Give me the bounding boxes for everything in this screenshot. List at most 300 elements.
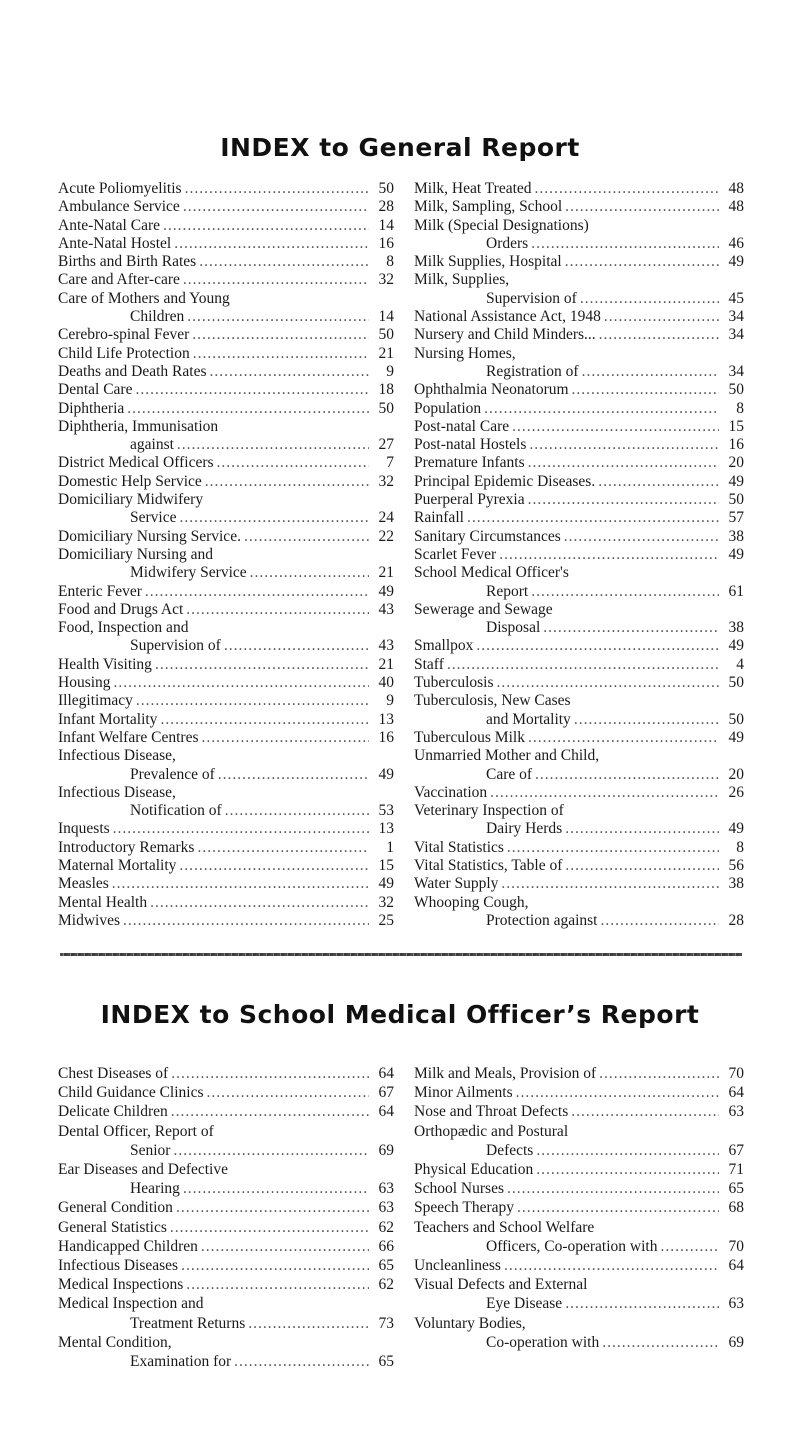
index-entry: [414, 637, 744, 655]
dot-leader: [179, 509, 369, 527]
index-page-number: 64: [728, 1084, 744, 1102]
index-entry: [414, 839, 744, 857]
index-entry-term: Ambulance Service: [58, 198, 180, 216]
index-entry: [414, 308, 744, 326]
index-entry: [414, 875, 744, 893]
index-page-number: 53: [378, 802, 394, 820]
index-page-number: 73: [378, 1314, 394, 1332]
dot-leader: [565, 857, 719, 875]
dot-leader: [193, 345, 369, 363]
index-entry-term: Midwives: [58, 911, 120, 929]
index-page-number: 69: [728, 1333, 744, 1351]
index-page-number: 64: [378, 1065, 394, 1082]
index-page-number: 16: [728, 436, 744, 454]
index-entry-term-continued: Registration of: [486, 362, 579, 380]
index-entry: [58, 784, 394, 821]
index-entry: [414, 601, 744, 638]
index-page-number: 50: [378, 399, 394, 417]
index-entry: [58, 491, 394, 528]
index-entry: [58, 1064, 394, 1083]
index-entry-term: Care and After-care: [58, 271, 180, 289]
index-entry: [414, 1218, 744, 1256]
index-entry-term: General Condition: [58, 1199, 173, 1217]
dot-leader: [599, 326, 719, 344]
index-entry-term: Tuberculosis, New Cases: [414, 692, 571, 710]
dot-leader: [582, 363, 719, 381]
index-entry: [414, 1314, 744, 1352]
index-entry: [58, 1083, 394, 1102]
index-page-number: 34: [728, 308, 744, 326]
index-entry-term: Infant Mortality: [58, 710, 158, 728]
index-page-number: 69: [378, 1141, 394, 1159]
index-page-number: 65: [378, 1257, 394, 1275]
index-entry: [58, 1275, 394, 1294]
index-page-number: 49: [728, 472, 744, 490]
dot-leader: [244, 528, 369, 546]
dot-leader: [112, 875, 369, 893]
dot-leader: [127, 400, 369, 418]
index-page-number: 50: [728, 491, 744, 509]
index-entry: [58, 1333, 394, 1371]
dot-leader: [528, 491, 719, 509]
index-entry-term: School Nurses: [414, 1180, 504, 1198]
index-page-number: 50: [728, 674, 744, 692]
index-entry: [58, 418, 394, 455]
index-entry-term: Post-natal Hostels: [414, 436, 527, 454]
index-entry: [58, 473, 394, 491]
index-entry-term: Sewerage and Sewage: [414, 600, 553, 618]
index-page-number: 50: [378, 180, 394, 197]
index-entry-term: Medical Inspections: [58, 1276, 184, 1294]
index-page-number: 49: [728, 820, 744, 838]
index-page-number: 68: [728, 1199, 744, 1217]
index-entry-term: School Medical Officer's: [414, 564, 569, 582]
dot-leader: [571, 1102, 719, 1121]
dot-leader: [476, 637, 719, 655]
index-page-number: 15: [728, 417, 744, 435]
index-entry: [414, 1198, 744, 1217]
index-page-number: 4: [736, 655, 744, 673]
index-page-number: 13: [378, 710, 394, 728]
index-page-number: 16: [378, 234, 394, 252]
dot-leader: [565, 198, 719, 216]
index-page-number: 64: [728, 1257, 744, 1275]
index-entry-term: Milk (Special Designations): [414, 216, 589, 234]
index-entry-term-continued: Hearing: [130, 1180, 180, 1198]
index-entry-term: Speech Therapy: [414, 1199, 514, 1217]
index-entry: [414, 253, 744, 271]
dot-leader: [171, 1064, 369, 1083]
dot-leader: [490, 784, 719, 802]
dot-leader: [177, 436, 369, 454]
index-entry-term: Births and Birth Rates: [58, 253, 197, 271]
dot-leader: [497, 674, 719, 692]
index-entry-term: Housing: [58, 674, 111, 692]
dot-leader: [186, 601, 369, 619]
dot-leader: [535, 766, 719, 784]
index-page-number: 61: [728, 582, 744, 600]
index-entry: [58, 1294, 394, 1332]
index-entry: [58, 894, 394, 912]
dot-leader: [602, 1333, 719, 1352]
index-page-number: 63: [378, 1180, 394, 1198]
index-page-number: 50: [378, 326, 394, 344]
index-entry-term: Nose and Throat Defects: [414, 1103, 569, 1121]
index-entry-term: Population: [414, 399, 482, 417]
dot-leader: [181, 1256, 369, 1275]
index-page-number: 1: [386, 838, 394, 856]
dot-leader: [543, 619, 719, 637]
index-entry: [58, 345, 394, 363]
dot-leader: [113, 820, 369, 838]
dot-leader: [580, 290, 719, 308]
dot-leader: [499, 546, 719, 564]
index-entry-term-continued: Dairy Herds: [486, 820, 563, 838]
index-entry-term: Medical Inspection and: [58, 1295, 204, 1313]
index-entry: [414, 857, 744, 875]
index-entry: [414, 1083, 744, 1102]
dot-leader: [205, 473, 369, 491]
index-entry: [58, 839, 394, 857]
index-entry-term-continued: and Mortality: [486, 710, 571, 728]
index-page-number: 63: [378, 1199, 394, 1217]
index-entry: [58, 1122, 394, 1160]
index-page-number: 50: [728, 381, 744, 399]
index-entry-term: Teachers and School Welfare: [414, 1218, 595, 1236]
index-page-number: 18: [378, 381, 394, 399]
dot-leader: [535, 180, 719, 198]
index-entry-term: Voluntary Bodies,: [414, 1314, 526, 1332]
index-entry: [414, 473, 744, 491]
index-entry-term: General Statistics: [58, 1218, 167, 1236]
dot-leader: [183, 271, 369, 289]
index-entry: [58, 729, 394, 747]
index-page-number: 32: [378, 472, 394, 490]
index-page-number: 15: [378, 856, 394, 874]
index-page-number: 49: [378, 582, 394, 600]
index-entry: [414, 326, 744, 344]
index-entry-term: Nursery and Child Minders...: [414, 326, 596, 344]
index-page-number: 22: [378, 527, 394, 545]
index-entry-term: Milk, Supplies,: [414, 271, 510, 289]
dot-leader: [528, 729, 719, 747]
index-entry: [414, 564, 744, 601]
dot-leader: [517, 1198, 719, 1217]
index-entry: [414, 436, 744, 454]
index-page-number: 63: [728, 1103, 744, 1121]
index-page-number: 67: [728, 1141, 744, 1159]
dot-leader: [145, 583, 369, 601]
index-entry-term: Domiciliary Nursing Service.: [58, 527, 241, 545]
index-page-number: 45: [728, 289, 744, 307]
index-entry-term-continued: against: [130, 436, 174, 454]
index-entry: [414, 509, 744, 527]
index-page-number: 43: [378, 637, 394, 655]
general-report-index-title: INDEX to General Report: [220, 133, 580, 162]
index-entry-term: Mental Condition,: [58, 1333, 172, 1351]
index-entry-term-continued: Protection against: [486, 911, 598, 929]
index-entry-term: Food, Inspection and: [58, 619, 189, 637]
dot-leader: [207, 1083, 369, 1102]
index-page-number: 48: [728, 198, 744, 216]
dot-leader: [183, 198, 369, 216]
dot-leader: [176, 1198, 369, 1217]
index-entry: [58, 601, 394, 619]
dot-leader: [163, 217, 369, 235]
dot-leader: [574, 711, 719, 729]
index-entry: [414, 180, 744, 198]
dot-leader: [155, 656, 369, 674]
dot-leader: [598, 473, 719, 491]
dot-leader: [512, 418, 719, 436]
index-entry-term: Nursing Homes,: [414, 344, 516, 362]
index-entry-term: Uncleanliness: [414, 1257, 501, 1275]
index-page-number: 57: [728, 509, 744, 527]
index-entry-term: Maternal Mortality: [58, 856, 177, 874]
index-page-number: 65: [378, 1353, 394, 1371]
dot-leader: [224, 637, 369, 655]
index-entry-term-continued: Disposal: [486, 619, 541, 637]
school-index-right-column: [414, 1064, 744, 1352]
index-entry: [414, 546, 744, 564]
index-entry: [414, 271, 744, 308]
dot-leader: [660, 1237, 719, 1256]
index-entry: [414, 418, 744, 436]
index-entry-term: Deaths and Death Rates: [58, 362, 207, 380]
dot-leader: [186, 1275, 369, 1294]
index-entry-term-continued: Senior: [130, 1141, 171, 1159]
dot-leader: [531, 583, 719, 601]
dot-leader: [531, 235, 719, 253]
index-page-number: 26: [728, 783, 744, 801]
index-entry: [58, 546, 394, 583]
index-page-number: 32: [378, 893, 394, 911]
index-page-number: 20: [728, 765, 744, 783]
dot-leader: [185, 180, 369, 198]
index-entry-term: Measles: [58, 875, 109, 893]
index-entry-term-continued: Co-operation with: [486, 1333, 600, 1351]
index-page-number: 8: [736, 399, 744, 417]
index-entry-term: Child Life Protection: [58, 344, 190, 362]
index-page-number: 34: [728, 326, 744, 344]
index-entry-term-continued: Supervision of: [486, 289, 577, 307]
dot-leader: [210, 363, 370, 381]
index-entry: [414, 674, 744, 692]
index-entry-term: Veterinary Inspection of: [414, 802, 564, 820]
dot-leader: [201, 729, 369, 747]
index-entry-term: Infectious Diseases: [58, 1257, 179, 1275]
index-entry: [58, 528, 394, 546]
index-entry-term: Diphtheria, Immunisation: [58, 417, 219, 435]
index-entry-term: Whooping Cough,: [414, 893, 529, 911]
index-entry-term: Ante-Natal Hostel: [58, 234, 172, 252]
index-entry-term: Rainfall: [414, 509, 464, 527]
index-entry-term: Puerperal Pyrexia: [414, 491, 525, 509]
index-entry: [58, 400, 394, 418]
index-page-number: 7: [386, 454, 394, 472]
index-entry-term: Vital Statistics, Table of: [414, 856, 563, 874]
index-entry: [58, 1218, 394, 1237]
index-entry-term: Mental Health: [58, 893, 148, 911]
index-entry-term: Milk Supplies, Hospital: [414, 253, 562, 271]
index-entry: [58, 1256, 394, 1275]
index-page-number: 21: [378, 564, 394, 582]
index-entry-term: Inquests: [58, 820, 110, 838]
index-entry-term-continued: Officers, Co-operation with: [486, 1237, 658, 1255]
index-entry: [58, 619, 394, 656]
index-entry: [58, 875, 394, 893]
index-entry: [414, 656, 744, 674]
index-entry: [414, 1102, 744, 1121]
dot-leader: [601, 912, 720, 930]
dot-leader: [135, 381, 369, 399]
index-page-number: 38: [728, 619, 744, 637]
index-entry: [58, 290, 394, 327]
dot-leader: [171, 1102, 369, 1121]
index-entry: [58, 454, 394, 472]
index-entry: [58, 674, 394, 692]
index-entry-term-continued: Children: [130, 308, 185, 326]
index-entry-term: Milk, Heat Treated: [414, 180, 532, 197]
index-entry-term: Infectious Disease,: [58, 783, 176, 801]
dot-leader: [234, 1352, 369, 1371]
index-entry: [58, 1160, 394, 1198]
index-entry-term: Water Supply: [414, 875, 499, 893]
index-entry: [414, 894, 744, 931]
dot-leader: [565, 820, 719, 838]
index-entry-term: Tuberculosis: [414, 674, 494, 692]
index-entry: [58, 857, 394, 875]
dot-leader: [217, 454, 369, 472]
index-entry-term: Chest Diseases of: [58, 1065, 169, 1082]
index-entry-term-continued: Supervision of: [130, 637, 221, 655]
index-page-number: 24: [378, 509, 394, 527]
index-page-number: 49: [728, 545, 744, 563]
index-entry: [58, 381, 394, 399]
school-report-index-title: INDEX to School Medical Officer’s Report: [100, 1000, 700, 1029]
index-entry-term: Smallpox: [414, 637, 474, 655]
index-page-number: 43: [378, 600, 394, 618]
index-entry-term: Child Guidance Clinics: [58, 1084, 204, 1102]
index-entry-term: Minor Ailments: [414, 1084, 513, 1102]
dot-leader: [604, 308, 719, 326]
index-entry-term: Orthopædic and Postural: [414, 1122, 569, 1140]
index-page-number: 9: [386, 692, 394, 710]
index-entry-term: Tuberculous Milk: [414, 728, 525, 746]
dot-leader: [170, 1218, 369, 1237]
index-entry: [414, 1064, 744, 1083]
dot-leader: [599, 1064, 719, 1083]
index-page-number: 65: [728, 1180, 744, 1198]
dot-leader: [160, 711, 369, 729]
dot-leader: [572, 381, 719, 399]
index-entry-term: Sanitary Circumstances: [414, 527, 561, 545]
dot-leader: [516, 1083, 719, 1102]
dot-leader: [183, 1179, 369, 1198]
index-entry-term: Visual Defects and External: [414, 1276, 588, 1294]
index-page-number: 62: [378, 1218, 394, 1236]
dot-leader: [174, 235, 369, 253]
index-entry: [414, 1179, 744, 1198]
index-entry-term-continued: Care of: [486, 765, 533, 783]
index-page-number: 70: [728, 1065, 744, 1082]
index-entry-term-continued: Prevalence of: [130, 765, 215, 783]
index-entry-term-continued: Examination for: [130, 1353, 232, 1371]
index-page-number: 21: [378, 655, 394, 673]
index-page-number: 49: [728, 637, 744, 655]
index-entry-term: Delicate Children: [58, 1103, 168, 1121]
index-page-number: 50: [728, 710, 744, 728]
index-entry: [58, 692, 394, 710]
index-entry-term: Cerebro-spinal Fever: [58, 326, 190, 344]
dot-leader: [201, 1237, 369, 1256]
index-entry-term: Illegitimacy: [58, 692, 133, 710]
index-entry: [58, 711, 394, 729]
dot-leader: [179, 857, 369, 875]
general-index-left-column: [58, 180, 394, 930]
index-page-number: 20: [728, 454, 744, 472]
index-page-number: 25: [378, 911, 394, 929]
index-entry: [414, 345, 744, 382]
index-entry: [58, 235, 394, 253]
index-entry-term: Staff: [414, 655, 444, 673]
index-entry-term: Dental Care: [58, 381, 133, 399]
index-entry: [414, 784, 744, 802]
index-page-number: 62: [378, 1276, 394, 1294]
index-entry-term: Domiciliary Nursing and: [58, 545, 213, 563]
index-entry-term-continued: Midwifery Service: [130, 564, 247, 582]
index-entry-term: Domiciliary Midwifery: [58, 491, 204, 509]
general-index-right-column: [414, 180, 744, 930]
index-entry-term: Milk, Sampling, School: [414, 198, 563, 216]
index-entry: [414, 1122, 744, 1160]
index-entry-term-continued: Eye Disease: [486, 1295, 563, 1313]
index-entry: [414, 381, 744, 399]
index-entry: [414, 1275, 744, 1313]
index-page-number: 13: [378, 820, 394, 838]
index-page-number: 48: [728, 180, 744, 197]
dot-leader: [114, 674, 369, 692]
index-entry-term: Handicapped Children: [58, 1237, 198, 1255]
index-page-number: 38: [728, 527, 744, 545]
index-entry: [414, 217, 744, 254]
index-page-number: 14: [378, 308, 394, 326]
index-page-number: 38: [728, 875, 744, 893]
dot-leader: [529, 436, 719, 454]
school-index-left-column: [58, 1064, 394, 1371]
index-entry-term: Enteric Fever: [58, 582, 142, 600]
index-entry: [58, 180, 394, 198]
index-page-number: 66: [378, 1237, 394, 1255]
index-entry-term: Diphtheria: [58, 399, 125, 417]
index-page-number: 8: [736, 838, 744, 856]
index-entry: [58, 217, 394, 235]
index-entry-term: Domestic Help Service: [58, 472, 202, 490]
index-entry-term: Vaccination: [414, 783, 488, 801]
dot-leader: [150, 894, 369, 912]
index-entry: [58, 912, 394, 930]
index-page-number: 70: [728, 1237, 744, 1255]
index-page-number: 63: [728, 1295, 744, 1313]
index-entry-term: Principal Epidemic Diseases.: [414, 472, 596, 490]
dot-leader: [123, 912, 369, 930]
index-entry: [58, 656, 394, 674]
dot-leader: [507, 839, 719, 857]
dot-leader: [187, 308, 369, 326]
index-entry: [58, 747, 394, 784]
index-entry-term: Ante-Natal Care: [58, 216, 160, 234]
index-entry-term: Ophthalmia Neonatorum: [414, 381, 569, 399]
